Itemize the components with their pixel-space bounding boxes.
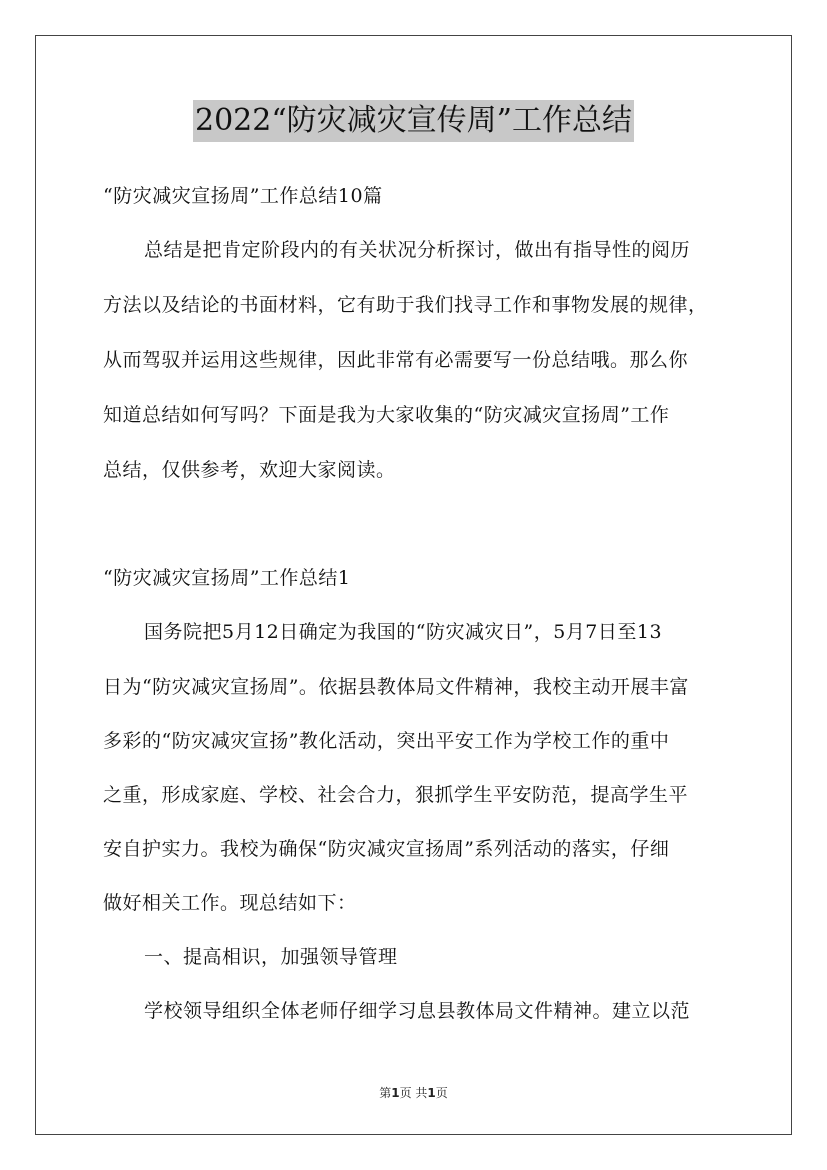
body-line-1: 国务院把5月12日确定为我国的“防灾减灾日”，5月7日至13 <box>144 621 663 643</box>
title-wrapper <box>0 100 827 142</box>
intro-line-5: 总结，仅供参考，欢迎大家阅读。 <box>103 459 396 481</box>
footer-mid: 页 共 <box>399 1086 428 1100</box>
intro-line-1: 总结是把肯定阶段内的有关状况分析探讨，做出有指导性的阅历 <box>144 239 691 261</box>
body-line-5: 安自护实力。我校为确保“防灾减灾宣扬周”系列活动的落实，仔细 <box>103 838 670 860</box>
footer-suffix: 页 <box>435 1086 448 1100</box>
subtitle: “防灾减灾宣扬周”工作总结10篇 <box>103 185 383 207</box>
footer-page-current: 1 <box>391 1086 400 1100</box>
body-line-3: 多彩的“防灾减灾宣扬”教化活动，突出平安工作为学校工作的重中 <box>103 730 670 752</box>
section-heading: “防灾减灾宣扬周”工作总结1 <box>103 567 351 589</box>
footer-prefix: 第 <box>379 1086 392 1100</box>
body-line-4: 之重，形成家庭、学校、社会合力，狠抓学生平安防范，提高学生平 <box>103 784 689 806</box>
footer-page-total: 1 <box>427 1086 436 1100</box>
intro-line-4: 知道总结如何写吗？下面是我为大家收集的“防灾减灾宣扬周”工作 <box>103 404 670 426</box>
body-line-2: 日为“防灾减灾宣扬周”。依据县教体局文件精神，我校主动开展丰富 <box>103 676 689 698</box>
page-footer <box>0 1084 827 1101</box>
intro-line-3: 从而驾驭并运用这些规律，因此非常有必需要写一份总结哦。那么你 <box>103 349 689 371</box>
document-title: 2022“防灾减灾宣传周”工作总结 <box>193 100 634 142</box>
sub-heading: 一、提高相识，加强领导管理 <box>144 946 398 968</box>
body-line-6: 做好相关工作。现总结如下： <box>103 892 357 914</box>
body-last-line: 学校领导组织全体老师仔细学习息县教体局文件精神。建立以范 <box>144 1000 691 1022</box>
intro-line-2: 方法以及结论的书面材料，它有助于我们找寻工作和事物发展的规律， <box>103 294 708 316</box>
